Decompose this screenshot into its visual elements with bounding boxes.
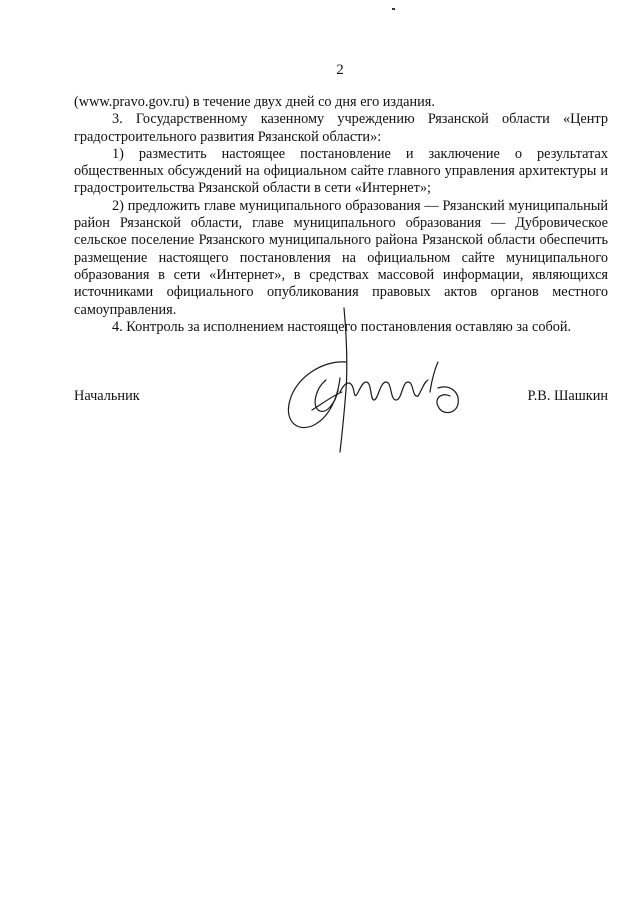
paragraph-item-3: 3. Государственному казенному учреждению Рязанской области «Центр градостроительного развития Рязанской области»: xyxy=(74,111,608,145)
page-number: 2 xyxy=(336,62,344,78)
paragraph-item-4: 4. Контроль за исполнением настоящего постановления оставляю за собой. xyxy=(112,318,572,335)
signatory-title: Начальник xyxy=(74,388,140,404)
scan-speck xyxy=(392,8,395,10)
paragraph-source-link: (www.pravo.gov.ru) в течение двух дней со дня его издания. xyxy=(74,94,435,110)
paragraph-subitem-2: 2) предложить главе муниципального образования — Рязанский муниципальный район Рязанской области, главе муниципального образования — Дубровическое сельское поселение Рязанского муниципального района Рязанской области обеспечить размещение настоящего постановления на официальном сайте муниципального образования в сети «Интернет», в средствах массовой информации, являющихся источниками официального опубликования правовых актов органов местного самоуправления. xyxy=(74,197,608,318)
signatory-name: Р.В. Шашкин xyxy=(527,388,608,404)
handwritten-signature xyxy=(282,300,482,460)
paragraph-subitem-1: 1) разместить настоящее постановление и заключение о результатах общественных обсуждений на официальном сайте главного управления архитектуры и градостроительства Рязанской области в сети «Интернет»; xyxy=(74,145,608,197)
